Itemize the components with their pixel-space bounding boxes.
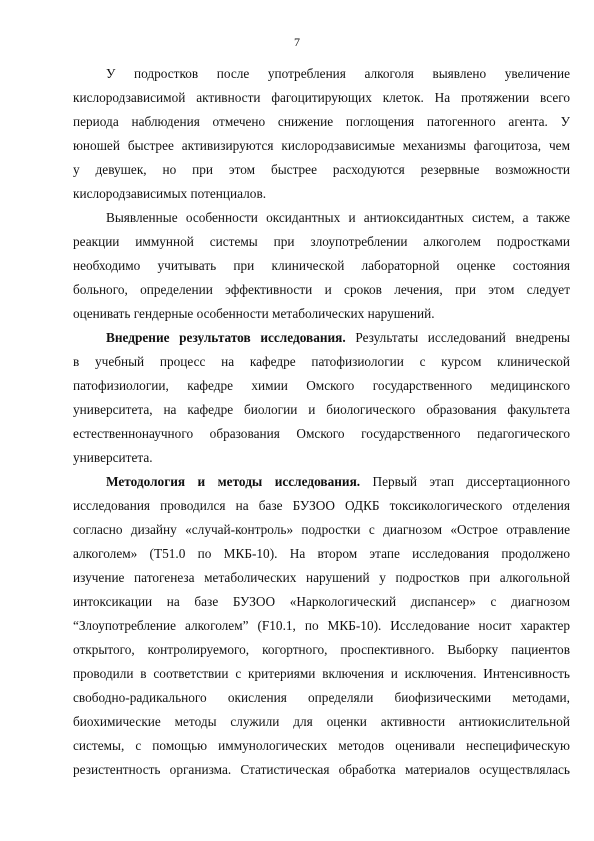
text-line: необходимо учитывать при клинической лабораторной оценке состояния — [73, 258, 570, 273]
section-heading: Методология и методы исследования. — [106, 474, 361, 489]
text-line: изучение патогенеза метаболических нарушений у подростков при алкогольной — [73, 570, 570, 585]
text-line: резистентность организма. Статистическая обработка материалов осуществлялась — [73, 762, 570, 777]
text-line — [73, 470, 570, 494]
text-line: юношей быстрее активизируются кислородзависимые механизмы фагоцитоза, чем — [73, 138, 570, 153]
text-line: исследования проводился на базе БУЗОО ОДКБ токсикологического отделения — [73, 498, 570, 513]
text-span: Первый этап диссертационного — [360, 474, 570, 489]
text-line: У подростков после употребления алкоголя выявлено увеличение — [106, 66, 570, 81]
paragraph-implementation — [73, 326, 570, 470]
text-line: “Злоупотребление алкоголем” (F10.1, по МКБ-10). Исследование носит характер — [73, 618, 570, 633]
page-number: 7 — [294, 35, 300, 49]
paragraph-findings — [73, 62, 570, 206]
text-line: кислородзависимых потенциалов. — [73, 186, 267, 201]
text-line: согласно дизайну «случай-контроль» подростки с диагнозом «Острое отравление — [73, 522, 570, 537]
text-line: периода наблюдения отмечено снижение поглощения патогенного агента. У — [73, 114, 570, 129]
text-line: открытого, контролируемого, когортного, проспективного. Выборку пациентов — [73, 642, 570, 657]
text-line: оценивать гендерные особенности метаболических нарушений. — [73, 306, 435, 321]
text-line: алкоголем» (T51.0 по МКБ-10). На втором этапе исследования продолжено — [73, 546, 570, 561]
text-line: больного, определении эффективности и сроков лечения, при этом следует — [73, 282, 570, 297]
text-line: у девушек, но при этом быстрее расходуются резервные возможности — [73, 162, 570, 177]
text-line — [73, 326, 570, 350]
text-span: Результаты исследований внедрены — [345, 330, 570, 345]
text-line: реакции иммунной системы при злоупотреблении алкоголем подростками — [73, 234, 570, 249]
text-line: университета, на кафедре биологии и биологического образования факультета — [73, 402, 570, 417]
text-line: биохимические методы служили для оценки активности антиокислительной — [73, 714, 570, 729]
text-line: свободно-радикального окисления определяли биофизическими методами, — [73, 690, 570, 705]
text-line: кислородзависимой активности фагоцитирующих клеток. На протяжении всего — [73, 90, 570, 105]
text-line: университета. — [73, 450, 153, 465]
text-line: патофизиологии, кафедре химии Омского государственного медицинского — [73, 378, 570, 393]
text-line: естественнонаучного образования Омского государственного педагогического — [73, 426, 570, 441]
text-line: проводили в соответствии с критериями включения и исключения. Интенсивность — [73, 666, 570, 681]
text-line: Выявленные особенности оксидантных и антиоксидантных систем, а также — [106, 210, 570, 225]
document-body — [73, 62, 570, 782]
section-heading: Внедрение результатов исследования. — [106, 330, 346, 345]
text-line: системы, с помощью иммунологических методов оценивали неспецифическую — [73, 738, 570, 753]
text-line: в учебный процесс на кафедре патофизиологии с курсом клинической — [73, 354, 570, 369]
paragraph-conclusions — [73, 206, 570, 326]
text-line: интоксикации на базе БУЗОО «Наркологический диспансер» с диагнозом — [73, 594, 570, 609]
paragraph-methodology — [73, 470, 570, 782]
